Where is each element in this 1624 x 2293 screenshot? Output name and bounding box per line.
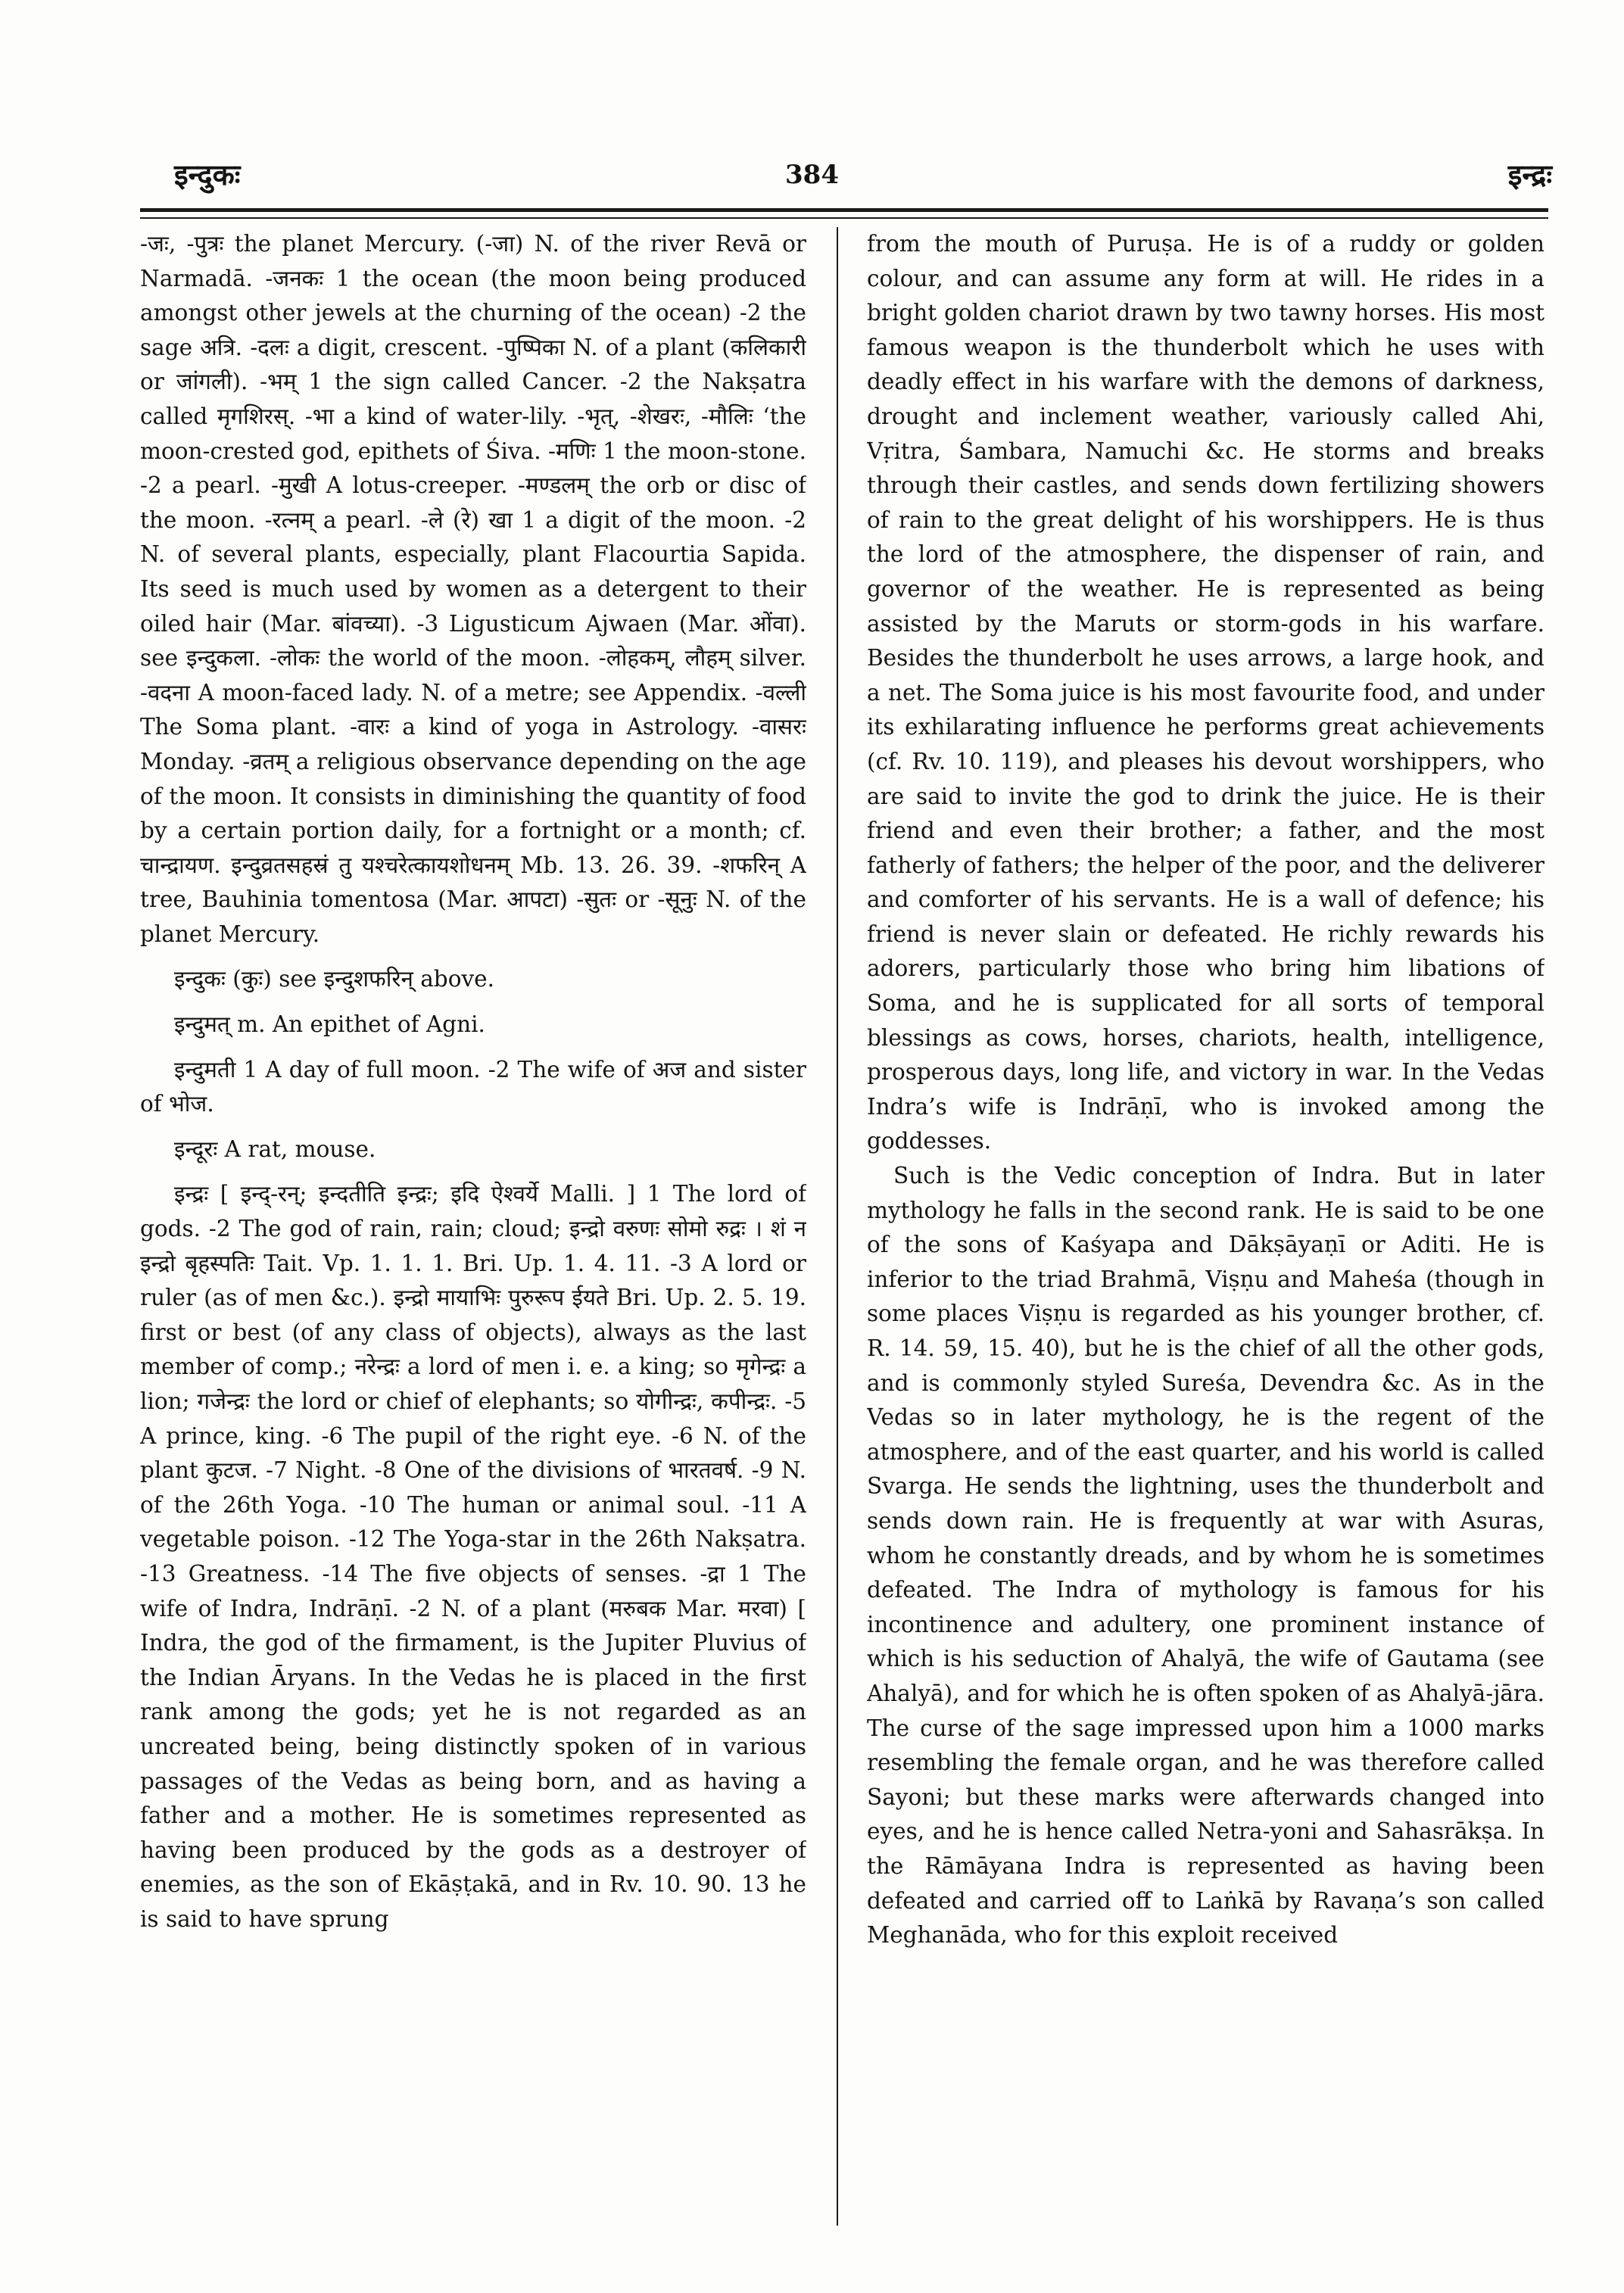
entry-induurah: इन्दूरः A rat, mouse. [174,1136,376,1162]
entry-indumati: इन्दुमती 1 A day of full moon. -2 The wife of अज and sister of भोज. [140,1056,806,1117]
left-column [140,227,806,2226]
entry-indumat: इन्दुमत् m. An epithet of Agni. [174,1011,485,1038]
right-column [867,227,1545,2226]
entry-indukah: इन्दुकः (कुः) see इन्दुशफरिन् above. [174,966,494,992]
header-right-guide-word: इन्द्रः [1507,157,1552,192]
page-number: 384 [785,160,839,190]
header-left-guide-word: इन्दुकः [174,157,241,192]
header-rule-thin [140,217,1548,219]
column-divider [837,227,838,2226]
indra-later-mythology: Such is the Vedic conception of Indra. But in later mythology he falls in the second rank. He is said to be one of the sons of Kaśyapa and Dākṣāyaṇī or Aditi. He is inferior to the triad Brahmā, Viṣṇu and Maheśa (though in some places Viṣṇu is regarded as his younger brother, cf. R. 14. 59, 15. 40), but he is the chief of all the other gods, and is commonly styled Sureśa, Devendra &c. As in the Vedas so in later mythology, he is the regent of the atmosphere, and of the east quarter, and his world is called Svarga. He sends the lightning, uses the thunderbolt and sends down rain. He is frequently at war with Asuras, whom he constantly dreads, and by whom he is sometimes defeated. The Indra of mythology is famous for his incontinence and adultery, one prominent instance of which is his seduction of Ahalyā, the wife of Gautama (see Ahalyā), and for which he is often spoken of as Ahalyā-jāra. The curse of the sage impressed upon him a 1000 marks resembling the female organ, and he was therefore called Sayoni; but these marks were afterwards changed into eyes, and he is hence called Netra-yoni and Sahasrākṣa. In the Rāmāyana Indra is represented as having been defeated and carried off to Laṅkā by Ravaṇa’s son called Meghanāda, who for this exploit received [867,1163,1545,1949]
entry-continuation: -जः, -पुत्रः the planet Mercury. (-जा) N. of the river Revā or Narmadā. -जनकः 1 the ocean (the moon being produced amongst other jewels at the churning of the ocean) -2 the sage अत्रि. -दलः a digit, crescent. -पुष्पिका N. of a plant (कलिकारी or जांगली). -भम् 1 the sign called Cancer. -2 the Nakṣatra called मृगशिरस्. -भा a kind of water-lily. -भृत्, -शेखरः, -मौलिः ‘the moon-crested god, epithets of Śiva. -मणिः 1 the moon-stone. -2 a pearl. -मुखी A lotus-creeper. -मण्डलम् the orb or disc of the moon. -रत्नम् a pearl. -ले (रे) खा 1 a digit of the moon. -2 N. of several plants, especially, plant Flacourtia Sapida. Its seed is much used by women as a detergent to their oiled hair (Mar. बांवच्या). -3 Ligusticum Ajwaen (Mar. ओंवा). see इन्दुकला. -लोकः the world of the moon. -लोहकम्, लौहम् silver. -वदना A moon-faced lady. N. of a metre; see Appendix. -वल्ली The Soma plant. -वारः a kind of yoga in Astrology. -वासरः Monday. -व्रतम् a religious observance depending on the age of the moon. It consists in diminishing the quantity of food by a certain portion daily, for a fortnight or a month; cf. चान्द्रायण. इन्दुव्रतसहस्रं तु यश्चरेत्कायशोधनम् Mb. 13. 26. 39. -शफरिन् A tree, Bauhinia tomentosa (Mar. आपटा) -सुतः or -सूनुः N. of the planet Mercury. [140,231,806,947]
entry-indrah: इन्द्रः [ इन्द्-रन्; इन्दतीति इन्द्रः; इदि ऐश्वर्ये Malli. ] 1 The lord of gods. -2 The god of rain, rain; cloud; इन्द्रो वरुणः सोमो रुद्रः । शं न इन्द्रो बृहस्पतिः Tait. Vp. 1. 1. 1. Bri. Up. 1. 4. 11. -3 A lord or ruler (as of men &c.). इन्द्रो मायाभिः पुरुरूप ईयते Bri. Up. 2. 5. 19. first or best (of any class of objects), always as the last member of comp.; नरेन्द्रः a lord of men i. e. a king; so मृगेन्द्रः a lion; गजेन्द्रः the lord or chief of elephants; so योगीन्द्रः, कपीन्द्रः. -5 A prince, king. -6 The pupil of the right eye. -6 N. of the plant कुटज. -7 Night. -8 One of the divisions of भारतवर्ष. -9 N. of the 26th Yoga. -10 The human or animal soul. -11 A vegetable poison. -12 The Yoga-star in the 26th Nakṣatra. -13 Greatness. -14 The five objects of senses. -द्रा 1 The wife of Indra, Indrāṇī. -2 N. of a plant (मरुबक Mar. मरवा) [ Indra, the god of the firmament, is the Jupiter Pluvius of the Indian Āryans. In the Vedas he is placed in the first rank among the gods; yet he is not regarded as an uncreated being, being distinctly spoken of in various passages of the Vedas as being born, and as having a father and a mother. He is sometimes represented as having been produced by the gods as a destroyer of enemies, as the son of Ekāṣṭakā, and in Rv. 10. 90. 13 he is said to have sprung [140,1181,806,1932]
indra-continuation: from the mouth of Puruṣa. He is of a ruddy or golden colour, and can assume any form at will. He rides in a bright golden chariot drawn by two tawny horses. His most famous weapon is the thunderbolt which he uses with deadly effect in his warfare with the demons of darkness, drought and inclement weather, variously called Ahi, Vṛitra, Śambara, Namuchi &c. He storms and breaks through their castles, and sends down fertilizing showers of rain to the great delight of his worshippers. He is thus the lord of the atmosphere, the dispenser of rain, and governor of the weather. He is represented as being assisted by the Maruts or storm-gods in his warfare. Besides the thunderbolt he uses arrows, a large hook, and a net. The Soma juice is his most favourite food, and under its exhilarating influence he performs great achievements (cf. Rv. 10. 119), and pleases his devout worshippers, who are said to invite the god to drink the juice. He is their friend and even their brother; a father, and the most fatherly of fathers; the helper of the poor, and the deliverer and comforter of his servants. He is a wall of defence; his friend is never slain or defeated. He richly rewards his adorers, particularly those who bring him libations of Soma, and he is supplicated for all sorts of temporal blessings as cows, horses, chariots, health, intelligence, prosperous days, long life, and victory in war. In the Vedas Indra’s wife is Indrāṇī, who is invoked among the goddesses. [867,231,1545,1154]
header-rule-thick [140,208,1548,212]
